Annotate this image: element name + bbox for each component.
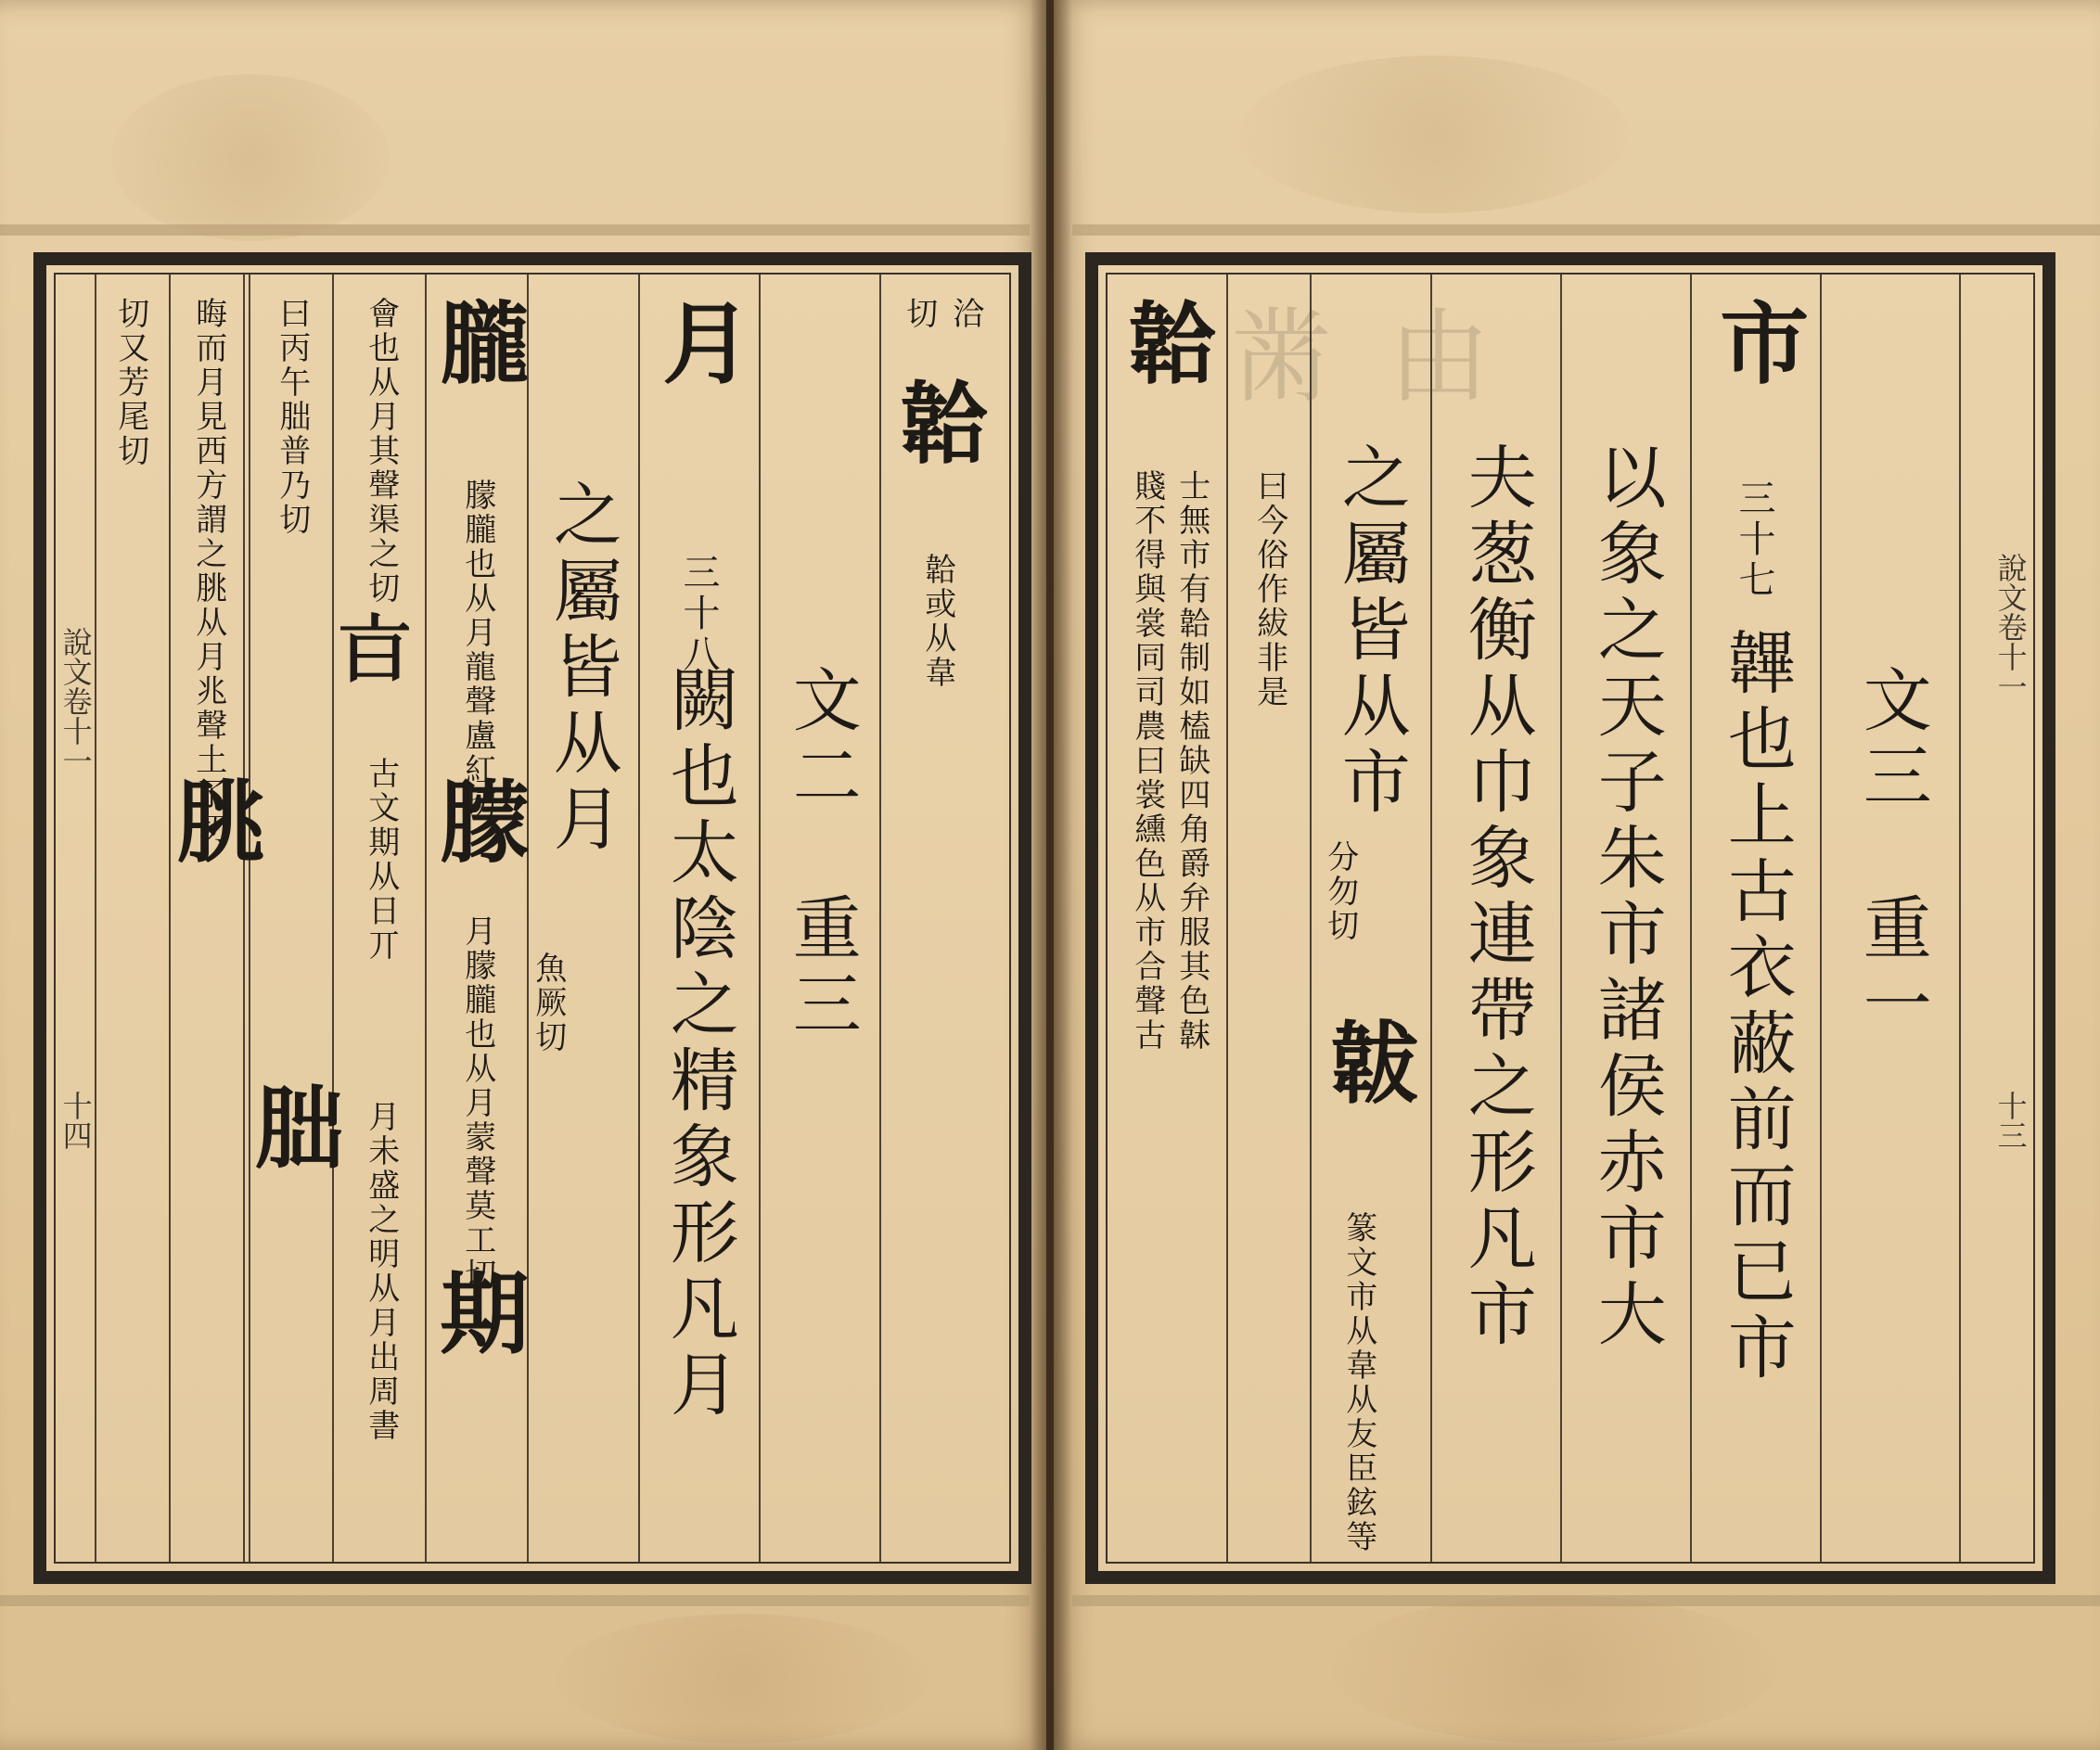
column-3: 文三 重一: [1822, 275, 1961, 1562]
margin-title: 說文卷十一: [1992, 553, 2029, 701]
seal-char: 朦: [425, 775, 531, 868]
column-8: 曰今俗作紱非是: [1228, 275, 1312, 1562]
seal-char: 期: [425, 1267, 531, 1360]
seal-char: 朏: [239, 1081, 345, 1174]
margin-title: 說文卷十一: [58, 627, 94, 775]
bottom-band: [0, 1595, 1030, 1606]
column-12: 切又芳尾切: [96, 275, 171, 1562]
column-9: 韐 賤不得與裳同司農曰裳纁色从市合聲古 士無市有韐制如榼缺四角爵弁服其色韎: [1108, 275, 1228, 1562]
column-seal-tiao: [161, 275, 267, 1562]
column-9: 會也从月其聲渠之切 𣅀 古文期从日丌 月未盛之明从月出周書: [334, 275, 427, 1562]
bleed-through: 黹: [1213, 302, 1333, 404]
seal-char: 韍: [1315, 1016, 1421, 1109]
bottom-band: [1072, 1595, 2100, 1606]
column-4: 市 三十七 韠也上古衣蔽前而已市: [1692, 275, 1822, 1562]
column-5: 以象之天子朱市諸侯赤市大: [1562, 275, 1692, 1562]
folio-number: 十四: [58, 1091, 94, 1150]
column-6: 月 三十八 闕也太陰之精象形凡月: [640, 275, 761, 1562]
top-band: [1072, 224, 2100, 236]
seal-char: 朓: [161, 775, 267, 868]
book-gutter: [1030, 0, 1072, 1750]
seal-char: 𣅀: [329, 608, 416, 686]
top-band: [0, 224, 1030, 236]
right-text-frame: [1085, 252, 2055, 1584]
seal-char: 韐: [885, 377, 991, 469]
left-text-frame: [33, 252, 1031, 1584]
seal-char: 韐: [1113, 297, 1219, 390]
fishtail-margin: [56, 275, 96, 1562]
column-5: 文二 重三: [761, 275, 881, 1562]
folio-number: 十三: [1992, 1091, 2029, 1150]
column-8: 朧 朦朧也从月龍聲盧紅切 朦 月朦朧也从月蒙聲莫工切 期: [427, 275, 529, 1562]
column-7: 之屬皆从市 分勿切 韍 篆文市从韋从友臣鉉等: [1312, 275, 1432, 1562]
seal-char-yue: 月: [647, 297, 753, 390]
fishtail-margin: [1961, 275, 2059, 1562]
seal-char: 市: [1705, 297, 1811, 390]
bleed-through: 由: [1371, 302, 1491, 404]
left-page: [0, 0, 1046, 1750]
column-4: 洽 切 韐 韐或从韋: [885, 297, 991, 690]
column-11: 晦而月見西方謂之朓从月兆聲土了切: [171, 275, 245, 1562]
column-10: 曰丙午朏普乃切 朏: [250, 275, 334, 1562]
column-7: 之屬皆从月 魚厥切: [529, 275, 640, 1562]
seal-char: 朧: [425, 297, 531, 390]
column-6: 夫葱衡从巾象連帶之形凡市: [1432, 275, 1562, 1562]
